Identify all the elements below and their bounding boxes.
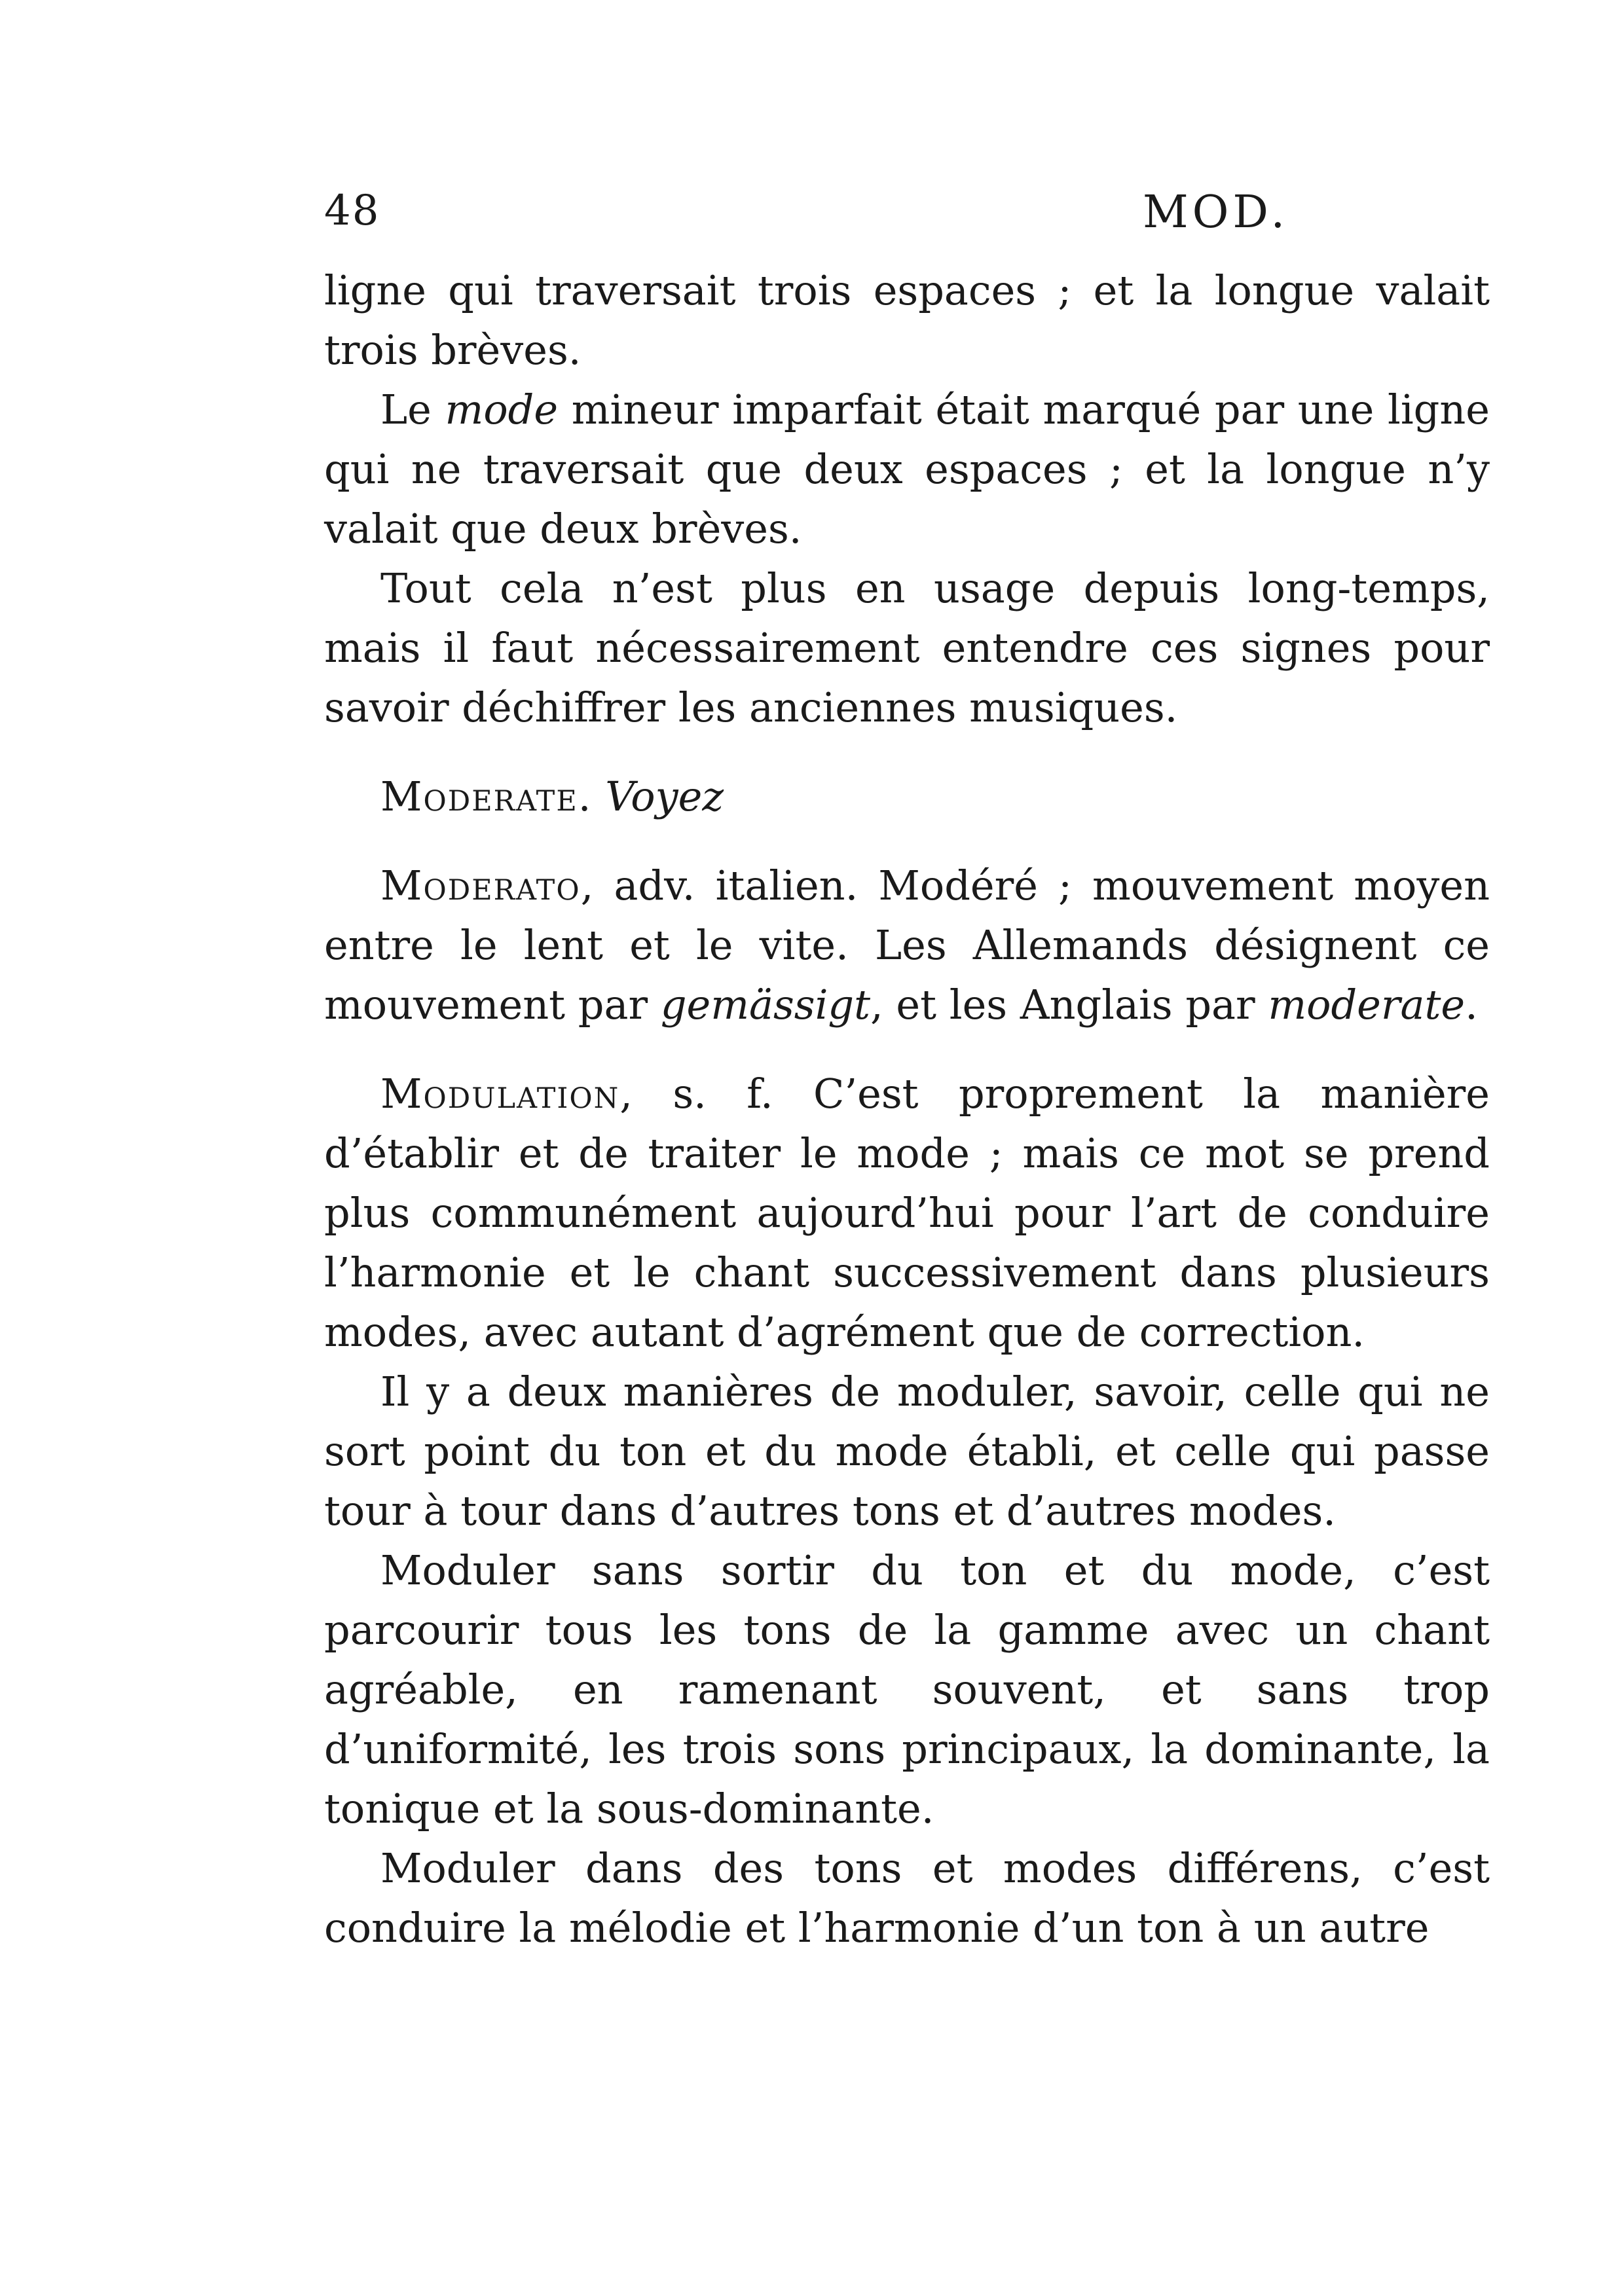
text-run: mineur imparfait était marqué par une ligne qui ne traversait que deux espaces ; et la longue n’y valait que deux brèves. [324,386,1490,553]
headword: Moderato [380,862,581,909]
page-number: 48 [324,187,380,235]
italic-term: gemässigt [660,981,871,1029]
entry-moderato [324,856,1490,1034]
entry-moderate [324,767,1490,826]
body-paragraph: Moduler sans sortir du ton et du mode, c’est parcourir tous les tons de la gamme avec un chant agréable, en ramenant souvent, et sans trop d’uniformité, les trois sons principaux, la dominante, la tonique et la sous-dominante. [324,1546,1490,1832]
cross-reference: Voyez [605,773,724,820]
headword: Modulation [380,1070,620,1118]
text-run: . [1465,981,1478,1029]
text-body [324,261,1490,1958]
body-paragraph [324,380,1490,558]
text-run: Le [380,386,445,433]
running-head: MOD. [1143,187,1289,238]
headword: Moderate. [380,773,593,820]
text-run: , adv. italien. Modéré ; mouvement moyen entre le lent et le vite. Les Allemands désignent ce mouvement par [324,862,1490,1029]
body-paragraph: Il y a deux manières de moduler, savoir, celle qui ne sort point du ton et du mode établi, et celle qui passe tour à tour dans d’autres tons et d’autres modes. [324,1368,1490,1535]
text-run: , s. f. C’est proprement la manière d’établir et de traiter le mode ; mais ce mot se prend plus communément aujourd’hui pour l’art de conduire l’harmonie et le chant successivement dans plusieurs modes, avec autant d’agrément que de correction. [324,1070,1490,1356]
body-paragraph: Tout cela n’est plus en usage depuis long-temps, mais il faut nécessairement entendre ces signes pour savoir déchiffrer les anciennes musiques. [324,564,1490,731]
italic-term: moderate [1268,981,1466,1029]
body-paragraph: Moduler dans des tons et modes différens, c’est conduire la mélodie et l’harmonie d’un ton à un autre [324,1844,1490,1952]
text-run: , et les Anglais par [870,981,1268,1029]
entry-modulation [324,1064,1490,1362]
page-header [324,187,1490,252]
continuation-paragraph: ligne qui traversait trois espaces ; et la longue valait trois brèves. [324,266,1490,374]
italic-term: mode [445,386,559,433]
